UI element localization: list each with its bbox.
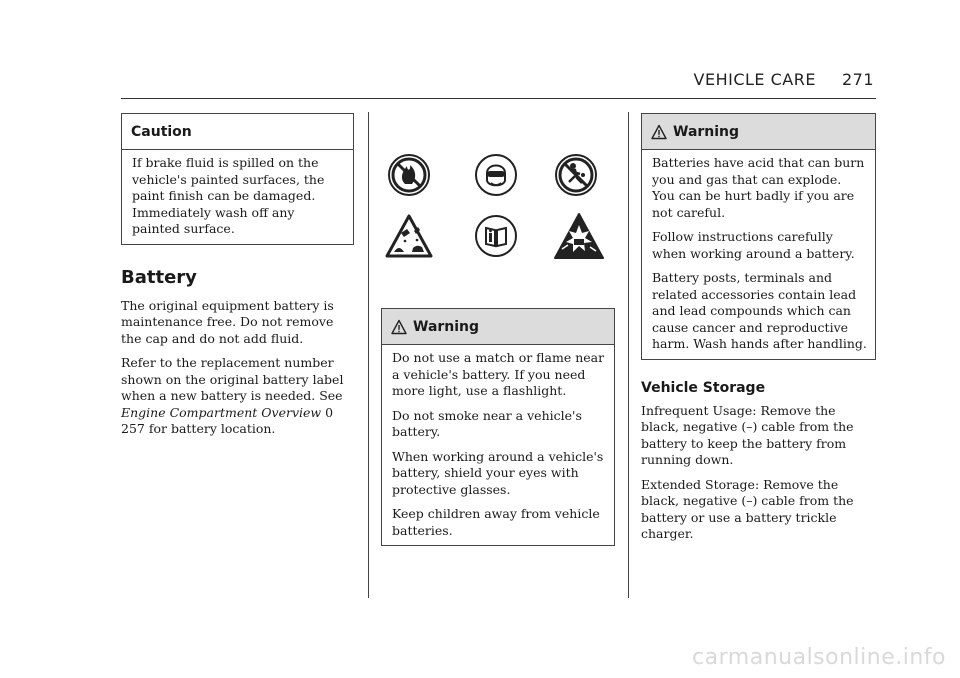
battery-paragraph-2-text: Refer to the replacement number shown on the original battery label when a new battery is needed. See [121,355,344,403]
storage-paragraph: Extended Storage: Remove the black, negative (–) cable from the battery or use a battery trickle charger. [641,476,854,541]
battery-heading: Battery [121,266,197,288]
column-3 [641,113,876,551]
warning-paragraph: Do not use a match or flame near a vehicle's battery. If you need more light, use a flashlight. [392,350,605,398]
page-number: 271 [841,70,874,89]
keep-children-away-icon [554,153,598,197]
warning-paragraph: Battery posts, terminals and related accessories contain lead and lead compounds which can cause cancer and reproductive harm. Wash hands after handling. [652,270,867,351]
column-divider-1 [368,112,369,598]
warning-paragraph: Batteries have acid that can burn you and gas that can explode. You can be hurt badly if you are not careful. [652,155,865,220]
no-flame-icon [387,153,431,197]
battery-paragraph-2-tail: for battery location. [148,421,276,436]
warning-title: Warning [673,123,740,140]
caution-box [121,113,354,245]
warning-paragraph: When working around a vehicle's battery, shield your eyes with protective glasses. [392,448,604,497]
battery-paragraph-1: The original equipment battery is maintenance free. Do not remove the cap and do not add fluid. [121,297,334,346]
warning-paragraph: Keep children away from vehicle batteries. [392,506,600,538]
watermark: carmanualsonline.info [692,645,946,670]
warning-box-flame [381,308,615,546]
storage-paragraph: Infrequent Usage: Remove the black, negative (–) cable from the battery to keep the battery from running down. [641,402,854,467]
read-manual-icon [474,214,518,258]
vehicle-storage-heading: Vehicle Storage [641,379,766,396]
column-divider-2 [628,112,629,598]
caution-title: Caution [122,114,353,150]
page-reference: 0 257 [121,404,334,436]
warning-triangle-icon [391,319,407,335]
engine-compartment-link[interactable]: Engine Compartment Overview [121,404,322,420]
warning-box-acid [641,113,876,360]
page-header [694,70,874,89]
corrosive-acid-icon [384,213,434,259]
eye-protection-icon [474,153,518,197]
warning-paragraph: Do not smoke near a vehicle's battery. [392,407,582,439]
header-rule [121,98,876,99]
warning-title: Warning [413,318,480,335]
explosive-gas-icon [552,211,606,261]
caution-text: If brake fluid is spilled on the vehicle's painted surfaces, the paint finish can be damaged. Immediately wash off any painted surface. [132,155,325,236]
warning-paragraph: Follow instructions carefully when working around a battery. [652,229,855,261]
column-1 [121,113,354,446]
battery-paragraph-2 [121,355,354,438]
section-title: VEHICLE CARE [693,70,816,89]
safety-symbols [382,151,614,266]
warning-triangle-icon [651,124,667,140]
